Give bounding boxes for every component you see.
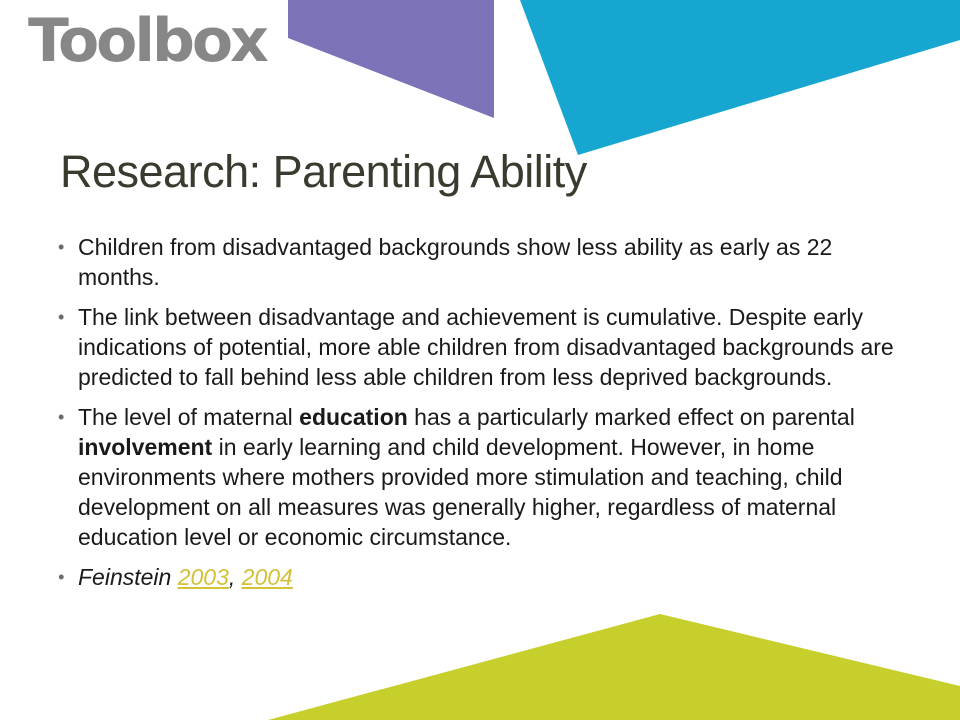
bullet-marker: •	[58, 237, 65, 257]
blue-shape	[520, 0, 960, 155]
toolbox-logo: Toolbox	[28, 6, 266, 76]
list-item	[58, 302, 894, 392]
page-title: Research: Parenting Ability	[60, 146, 587, 197]
citation-link-2004[interactable]: 2004	[241, 564, 293, 590]
bold-term-involvement: involvement	[78, 434, 213, 460]
bullet-marker: •	[58, 407, 65, 427]
citation-author: Feinstein	[78, 564, 178, 590]
citation-separator: ,	[228, 564, 242, 590]
bullet-text: The link between disadvantage and achievement is cumulative. Despite early indications of potential, more able children from disadvantaged backgrounds are predicted to fall behind less able children from less deprived backgrounds.	[78, 304, 894, 390]
bullet-text: in early learning and child development. However, in home environments where mothers provided more stimulation and teaching, child development on all measures was generally higher, regardless of maternal education level or economic circumstance.	[78, 434, 843, 550]
bullet-marker: •	[58, 307, 65, 327]
bullet-text: Children from disadvantaged backgrounds show less ability as early as 22 months.	[78, 234, 833, 290]
green-shape	[268, 614, 960, 720]
bold-term-education: education	[299, 404, 408, 430]
citation-link-2003[interactable]: 2003	[177, 564, 229, 590]
bullet-text: The level of maternal	[78, 404, 300, 430]
list-item	[58, 562, 894, 592]
purple-shape	[288, 0, 494, 118]
bullet-list	[58, 232, 894, 602]
list-item	[58, 232, 894, 292]
bullet-marker: •	[58, 567, 65, 587]
list-item	[58, 402, 894, 552]
bullet-text: has a particularly marked effect on parental	[407, 404, 855, 430]
